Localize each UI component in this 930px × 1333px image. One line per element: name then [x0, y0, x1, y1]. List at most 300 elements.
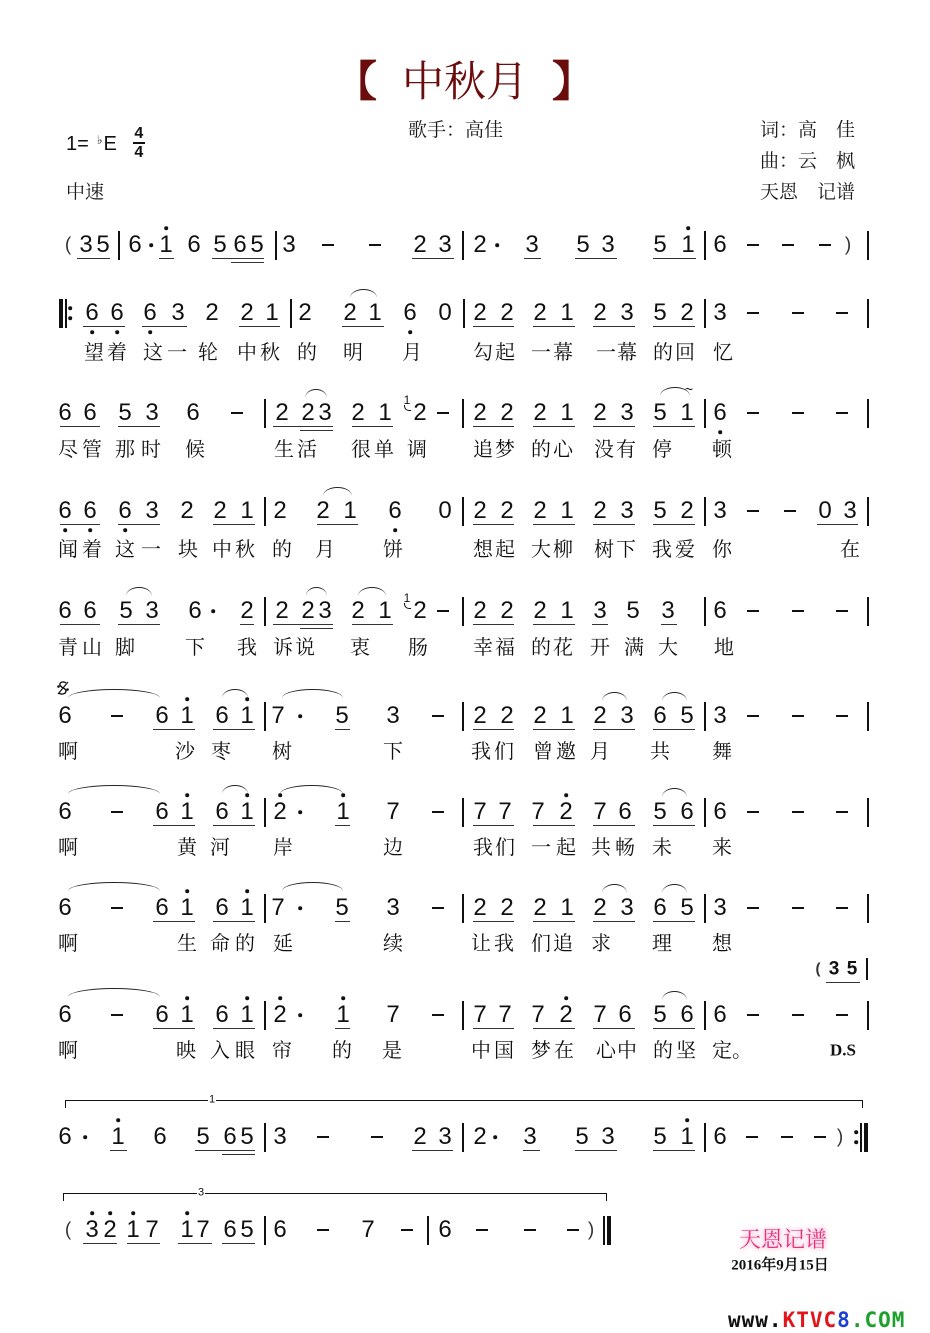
lyric-syllable: 这	[115, 537, 135, 561]
beam-underline	[593, 729, 635, 730]
augmentation-dot	[298, 810, 302, 814]
barline	[462, 497, 464, 526]
note: 2	[533, 299, 547, 326]
note: 5	[575, 1123, 589, 1150]
slur	[602, 692, 627, 701]
barline	[290, 299, 292, 328]
barline	[704, 894, 706, 923]
lyric-syllable: 的	[653, 1038, 673, 1062]
note: 2	[500, 597, 514, 624]
sustain-dash	[836, 610, 848, 612]
barline	[264, 597, 266, 626]
sustain-dash	[781, 1136, 793, 1138]
composer-credit: 曲：云 枫	[760, 150, 856, 172]
sustain-dash	[784, 510, 796, 512]
lyric-syllable: 幕	[617, 340, 637, 364]
note: 3	[318, 399, 332, 426]
lyric-syllable: 月	[402, 340, 422, 364]
volta-label: 1	[208, 1093, 216, 1106]
barline	[704, 1123, 706, 1152]
note: 3	[85, 1216, 99, 1243]
parenthesis: (	[64, 234, 72, 256]
note: 1	[336, 798, 350, 825]
barline	[264, 399, 266, 428]
lyric-syllable: 心	[596, 1038, 616, 1062]
note: 1	[343, 497, 357, 524]
lyric-syllable: 梦	[531, 1038, 551, 1062]
beam-underline	[653, 729, 695, 730]
note: 2	[473, 497, 487, 524]
octave-dot-below	[88, 528, 92, 532]
title-bracket-open: 【	[334, 57, 378, 106]
barline	[867, 702, 869, 731]
lyric-syllable: 岸	[273, 835, 293, 859]
note: 2	[533, 399, 547, 426]
beam-underline	[593, 426, 635, 427]
barline	[704, 497, 706, 526]
note: 0	[818, 497, 832, 524]
note: 3	[713, 702, 727, 729]
barline	[427, 1216, 429, 1245]
barline	[462, 798, 464, 827]
note: 6	[58, 597, 72, 624]
lyric-syllable: 的	[235, 931, 255, 955]
augmentation-dot	[298, 906, 302, 910]
sustain-dash	[747, 244, 759, 246]
note: 5	[335, 894, 349, 921]
beam-underline	[118, 426, 160, 427]
note: 2	[680, 497, 694, 524]
note: 2	[533, 597, 547, 624]
slur	[282, 689, 343, 698]
barline	[867, 597, 869, 626]
note: 5	[653, 399, 667, 426]
grace-tie	[404, 405, 411, 411]
note: 5	[250, 231, 264, 258]
note: 2	[473, 299, 487, 326]
beam-underline	[118, 624, 160, 625]
note: 6	[155, 798, 169, 825]
note: 7	[271, 894, 285, 921]
note: 1	[681, 231, 695, 258]
note: 2	[593, 894, 607, 921]
lyric-syllable: 尽	[58, 437, 78, 461]
note: 6	[153, 1123, 167, 1150]
note: 2	[343, 299, 357, 326]
beam-underline	[222, 1154, 255, 1155]
lyric-syllable: 没	[594, 437, 614, 461]
lyric-syllable: 脚	[115, 635, 135, 659]
note: 2	[298, 299, 312, 326]
lyric-syllable: 沙	[175, 739, 195, 763]
note: 2	[413, 399, 427, 426]
note: 1	[560, 497, 574, 524]
augmentation-dot	[493, 1135, 497, 1139]
lyric-syllable: 福	[495, 635, 515, 659]
sustain-dash	[836, 907, 848, 909]
note: 6	[118, 497, 132, 524]
barline	[264, 1216, 266, 1245]
barline	[118, 231, 120, 260]
sustain-dash	[432, 811, 444, 813]
beam-underline	[593, 825, 635, 826]
lyric-syllable: 幕	[553, 340, 573, 364]
note: 2	[593, 702, 607, 729]
note: 6	[83, 399, 97, 426]
note: 1	[560, 399, 574, 426]
lyric-syllable: 黄	[177, 835, 197, 859]
beam-underline	[342, 326, 384, 327]
parenthesis: (	[815, 960, 821, 978]
note: 2	[500, 702, 514, 729]
note: 2	[316, 497, 330, 524]
note: 1	[680, 1123, 694, 1150]
slur	[306, 587, 327, 596]
lyric-syllable: 花	[553, 635, 573, 659]
lyric-syllable: 中	[212, 537, 232, 561]
beam-underline	[533, 825, 575, 826]
slur	[662, 991, 687, 1000]
note: 2	[559, 798, 573, 825]
lyric-syllable: 回	[675, 340, 695, 364]
lyric-syllable: 们	[531, 931, 551, 955]
site-com: .COM	[850, 1308, 906, 1332]
beam-underline	[523, 1150, 540, 1151]
sustain-dash	[792, 715, 804, 717]
barline	[867, 798, 869, 827]
note: 6	[186, 399, 200, 426]
note: 1	[180, 798, 194, 825]
note: 3	[318, 597, 332, 624]
sustain-dash	[814, 1136, 826, 1138]
note: 1	[240, 894, 254, 921]
note: 2	[473, 231, 487, 258]
beam-underline	[300, 430, 333, 431]
lyric-syllable: 河	[210, 835, 230, 859]
beam-underline	[273, 624, 333, 625]
note: 5	[846, 958, 858, 980]
barline	[704, 702, 706, 731]
lyric-syllable: 活	[297, 437, 317, 461]
parenthesis: (	[64, 1219, 72, 1241]
beam-underline	[213, 729, 255, 730]
barline	[264, 894, 266, 923]
lyric-syllable: 诉	[273, 635, 293, 659]
note: 6	[155, 894, 169, 921]
slur	[68, 882, 160, 891]
site-watermark	[728, 1310, 905, 1331]
grace-tie	[404, 603, 411, 609]
beam-underline	[473, 729, 514, 730]
note: 2	[103, 1216, 117, 1243]
augmentation-dot	[149, 243, 153, 247]
note: 1	[680, 399, 694, 426]
note: 2	[273, 1001, 287, 1028]
note: 6	[713, 1123, 727, 1150]
lyric-syllable: 管	[82, 437, 102, 461]
octave-dot-below	[90, 330, 94, 334]
note: 2	[351, 399, 365, 426]
beam-underline	[273, 426, 333, 427]
note: 1	[126, 1216, 140, 1243]
note: 3	[438, 1123, 452, 1150]
beam-underline	[213, 1028, 255, 1029]
lyric-syllable: 们	[495, 835, 515, 859]
note: 2	[500, 299, 514, 326]
note: 6	[58, 497, 72, 524]
lyric-syllable: 月	[315, 537, 335, 561]
octave-dot-below	[123, 528, 127, 532]
note: 3	[145, 399, 159, 426]
octave-dot-above	[185, 1211, 189, 1215]
turn-ornament: ~	[684, 381, 694, 397]
beam-underline	[533, 326, 575, 327]
note: 2	[413, 1123, 427, 1150]
note: 5	[626, 597, 640, 624]
slur	[68, 785, 160, 794]
note: 6	[653, 702, 667, 729]
note: 6	[85, 299, 99, 326]
note: 2	[473, 1123, 487, 1150]
sustain-dash	[792, 312, 804, 314]
volta-label: 3	[197, 1186, 205, 1199]
lyric-syllable: 单	[374, 437, 394, 461]
lyric-syllable: 秋	[235, 537, 255, 561]
sustain-dash	[111, 811, 123, 813]
note: 6	[58, 798, 72, 825]
octave-dot-above	[245, 889, 249, 893]
note: 7	[473, 798, 487, 825]
beam-underline	[533, 921, 575, 922]
note: 6	[713, 231, 727, 258]
note: 1	[180, 702, 194, 729]
note: 2	[473, 597, 487, 624]
sustain-dash	[317, 1229, 329, 1231]
barline	[264, 798, 266, 827]
note: 1	[368, 299, 382, 326]
note: 6	[388, 497, 402, 524]
note: 2	[273, 497, 287, 524]
octave-dot-below	[63, 528, 67, 532]
beam-underline	[593, 524, 635, 525]
note: 6	[155, 1001, 169, 1028]
note: 6	[58, 702, 72, 729]
beam-underline	[77, 258, 110, 259]
lyric-syllable: 停	[652, 437, 672, 461]
final-thick-bar	[607, 1216, 611, 1245]
lyric-syllable: 候	[185, 437, 205, 461]
sustain-dash	[111, 907, 123, 909]
beam-underline	[653, 326, 695, 327]
note: 6	[713, 399, 727, 426]
time-numerator: 4	[134, 125, 144, 142]
note: 3	[843, 497, 857, 524]
note: 6	[83, 497, 97, 524]
note: 6	[713, 798, 727, 825]
beam-underline	[575, 1150, 617, 1151]
note: 2	[500, 894, 514, 921]
beam-underline	[661, 624, 677, 625]
sustain-dash	[747, 312, 759, 314]
note: 3	[661, 597, 675, 624]
note: 6	[215, 1001, 229, 1028]
beam-underline	[213, 524, 255, 525]
lyric-syllable: 满	[624, 635, 644, 659]
note: 6	[233, 231, 247, 258]
lyric-syllable: 想	[712, 931, 732, 955]
note: 2	[413, 597, 427, 624]
beam-underline	[653, 825, 695, 826]
lyric-syllable: 一	[167, 340, 187, 364]
slur	[662, 884, 687, 893]
note: 2	[240, 299, 254, 326]
lyric-syllable: 柳	[553, 537, 573, 561]
lyric-syllable: 秋	[260, 340, 280, 364]
lyric-syllable: 枣	[211, 739, 231, 763]
note: 6	[273, 1216, 287, 1243]
beam-underline	[473, 426, 514, 427]
note: 5	[653, 1123, 667, 1150]
note: 5	[240, 1216, 254, 1243]
sustain-dash	[792, 1014, 804, 1016]
site-ktvc: KTVC	[782, 1308, 838, 1332]
lyric-syllable: 理	[652, 931, 672, 955]
lyric-syllable: 块	[178, 537, 198, 561]
octave-dot-above	[116, 1118, 120, 1122]
slur	[68, 689, 160, 698]
sustain-dash	[747, 412, 759, 414]
lyric-syllable: 的	[272, 537, 292, 561]
note: 7	[196, 1216, 210, 1243]
lyric-syllable: 一	[531, 835, 551, 859]
lyric-syllable: 你	[712, 537, 732, 561]
sustain-dash	[401, 1229, 413, 1231]
lyric-syllable: 心	[553, 437, 573, 461]
note: 7	[531, 1001, 545, 1028]
note: 6	[83, 597, 97, 624]
lyric-syllable: 啊	[58, 931, 78, 955]
lyric-syllable: 起	[495, 537, 515, 561]
lyric-syllable: 的	[332, 1038, 352, 1062]
note: 3	[713, 894, 727, 921]
note: 1	[240, 1001, 254, 1028]
lyric-syllable: 坚	[676, 1038, 696, 1062]
lyric-syllable: 饼	[383, 537, 403, 561]
transcriber-watermark: 天恩记谱	[738, 1228, 828, 1253]
augmentation-dot	[298, 714, 302, 718]
note: 2	[180, 497, 194, 524]
lyric-syllable: 来	[712, 835, 732, 859]
lyric-syllable: 的	[531, 635, 551, 659]
note: 3	[713, 299, 727, 326]
sustain-dash	[747, 811, 759, 813]
dal-segno-marking: D.S	[830, 1040, 856, 1060]
lyric-syllable: 让	[471, 931, 491, 955]
note: 5	[119, 597, 133, 624]
lyric-syllable: 有	[616, 437, 636, 461]
repeat-dot	[68, 306, 72, 310]
barline	[462, 894, 464, 923]
slur	[282, 882, 343, 891]
beam-underline	[159, 258, 174, 259]
note: 6	[58, 894, 72, 921]
octave-dot-below	[408, 330, 412, 334]
note: 3	[438, 231, 452, 258]
lyric-syllable: 着	[107, 340, 127, 364]
lyric-syllable: 下	[185, 635, 205, 659]
beam-underline	[412, 1150, 453, 1151]
octave-dot-above	[245, 996, 249, 1000]
sustain-dash	[782, 244, 794, 246]
note: 7	[386, 798, 400, 825]
barline	[462, 231, 464, 260]
slur	[602, 884, 627, 893]
note: 1	[378, 399, 392, 426]
lyric-syllable: 忆	[713, 340, 733, 364]
beam-underline	[533, 524, 575, 525]
lyric-syllable: 入	[210, 1038, 230, 1062]
note: 3	[601, 231, 615, 258]
lyric-syllable: 们	[494, 739, 514, 763]
sustain-dash	[792, 907, 804, 909]
note: 5	[335, 702, 349, 729]
repeat-dot	[854, 1140, 858, 1144]
note: 3	[593, 597, 607, 624]
note: 1	[265, 299, 279, 326]
beam-underline	[653, 524, 695, 525]
lyric-syllable: 那	[115, 437, 135, 461]
lyric-syllable: 想	[473, 537, 493, 561]
note: 3	[523, 1123, 537, 1150]
octave-dot-below	[115, 330, 119, 334]
sustain-dash	[432, 1014, 444, 1016]
octave-dot-above	[278, 996, 282, 1000]
note: 6	[110, 299, 124, 326]
sustain-dash	[747, 510, 759, 512]
barline	[867, 894, 869, 923]
beam-underline	[118, 524, 160, 525]
note: 5	[118, 399, 132, 426]
beam-underline	[352, 426, 393, 427]
note: 3	[601, 1123, 615, 1150]
lyric-syllable: 是	[382, 1038, 402, 1062]
note: 3	[145, 497, 159, 524]
lyric-syllable: 说	[295, 635, 315, 659]
lyric-syllable: 在	[840, 537, 860, 561]
note: 6	[143, 299, 157, 326]
sustain-dash	[111, 715, 123, 717]
note: 2	[533, 894, 547, 921]
lyric-syllable: 生	[177, 931, 197, 955]
note: 7	[498, 1001, 512, 1028]
slur	[305, 389, 327, 398]
slur	[222, 689, 248, 698]
note: 3	[145, 597, 159, 624]
note: 0	[438, 299, 452, 326]
note: 5	[653, 497, 667, 524]
lyricist-credit: 词：高 佳	[760, 119, 856, 141]
note: 2	[301, 399, 315, 426]
final-thin-bar	[603, 1216, 605, 1245]
note: 2	[533, 702, 547, 729]
singer-credit: 歌手：高佳	[408, 119, 504, 141]
parenthesis: )	[587, 1219, 595, 1241]
beam-underline	[335, 729, 350, 730]
lyric-syllable: 这	[143, 340, 163, 364]
flat-sign: ♭	[96, 132, 103, 147]
note: 2	[205, 299, 219, 326]
lyric-syllable: 一	[531, 340, 551, 364]
